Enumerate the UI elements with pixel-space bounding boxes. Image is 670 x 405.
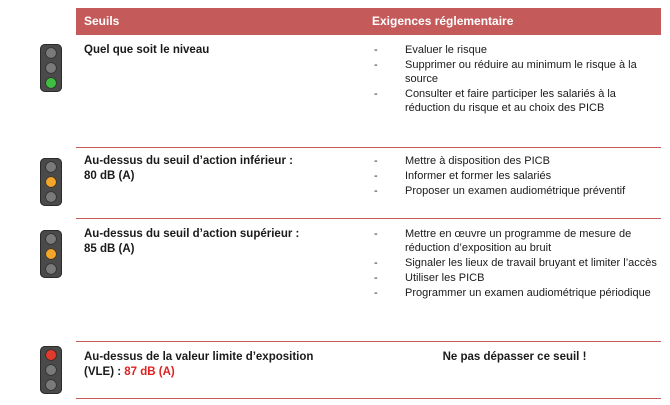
limit-value: 87 dB (A) bbox=[124, 366, 175, 378]
traffic-light-orange-icon bbox=[40, 230, 62, 278]
requirement-text: Ne pas dépasser ce seuil ! bbox=[442, 351, 587, 363]
condition-text: Quel que soit le niveau bbox=[84, 44, 210, 56]
condition-value: 80 dB (A) bbox=[84, 170, 135, 182]
header-exigences: Exigences réglementaire bbox=[372, 14, 514, 28]
list-item: - Proposer un examen audiométrique préventif bbox=[372, 184, 657, 198]
condition-cell bbox=[84, 154, 354, 184]
condition-text: Au-dessus du seuil d’action supérieur : bbox=[84, 228, 300, 240]
list-item: - Signaler les lieux de travail bruyant et limiter l’accès bbox=[372, 256, 657, 270]
traffic-light-orange-icon bbox=[40, 158, 62, 206]
traffic-light-green-icon bbox=[40, 44, 62, 92]
condition-prefix: (VLE) : bbox=[84, 366, 125, 378]
requirements-cell bbox=[372, 154, 657, 199]
condition-text: Au-dessus du seuil d’action inférieur : bbox=[84, 155, 293, 167]
list-item: - Programmer un examen audiométrique périodique bbox=[372, 286, 657, 300]
table-row bbox=[76, 219, 661, 342]
list-item: - Supprimer ou réduire au minimum le risque à la source bbox=[372, 58, 657, 86]
condition-text: Au-dessus de la valeur limite d’exposition bbox=[84, 351, 314, 363]
list-item: - Mettre en œuvre un programme de mesure de réduction d’exposition au bruit bbox=[372, 227, 657, 255]
list-item: - Consulter et faire participer les salariés à la réduction du risque et au choix des PICB bbox=[372, 87, 657, 115]
requirements-cell bbox=[372, 350, 657, 364]
requirements-cell bbox=[372, 43, 657, 116]
condition-cell bbox=[84, 350, 374, 380]
condition-value-line bbox=[84, 365, 374, 380]
condition-cell bbox=[84, 227, 354, 257]
condition-cell bbox=[84, 43, 354, 58]
list-item: - Utiliser les PICB bbox=[372, 271, 657, 285]
requirements-cell bbox=[372, 227, 657, 301]
table-row bbox=[76, 35, 661, 148]
list-item: - Informer et former les salariés bbox=[372, 169, 657, 183]
list-item: - Evaluer le risque bbox=[372, 43, 657, 57]
traffic-light-red-icon bbox=[40, 346, 62, 394]
table-row bbox=[76, 342, 661, 399]
condition-value: 85 dB (A) bbox=[84, 243, 135, 255]
table-header bbox=[76, 8, 661, 35]
list-item: - Mettre à disposition des PICB bbox=[372, 154, 657, 168]
table-row bbox=[76, 148, 661, 219]
header-seuils: Seuils bbox=[84, 14, 120, 28]
